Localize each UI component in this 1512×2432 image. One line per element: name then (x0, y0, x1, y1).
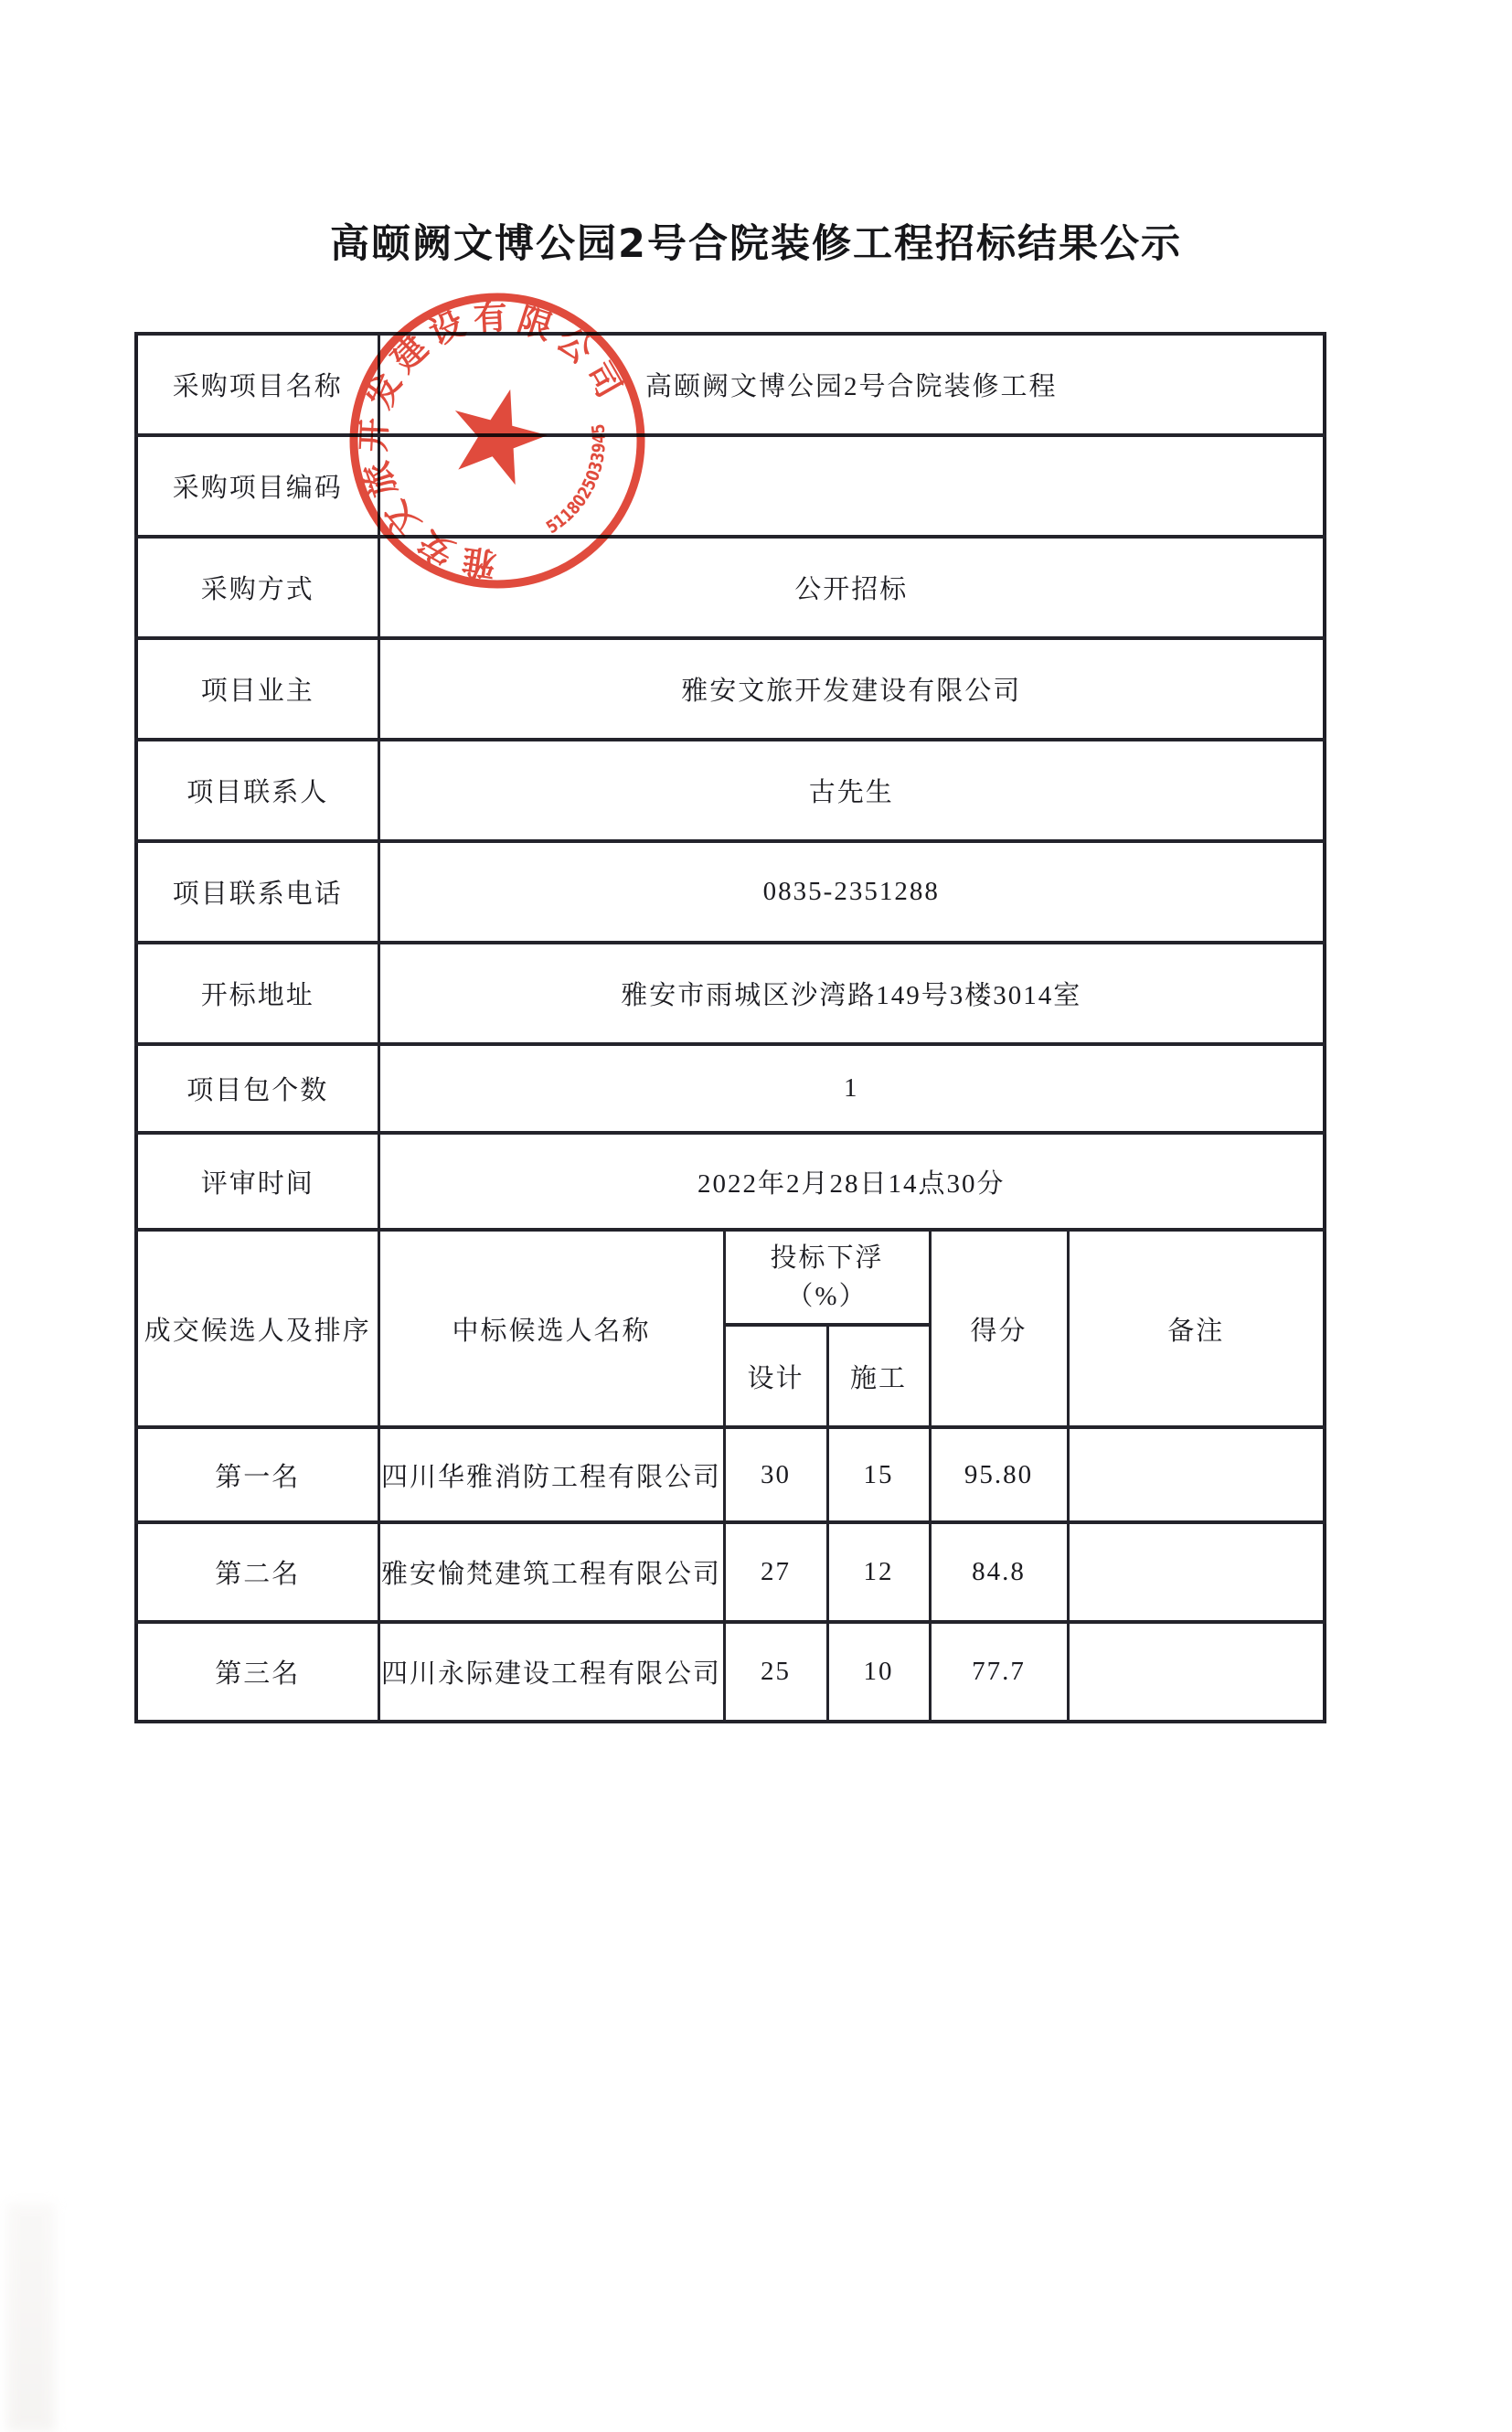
info-label: 项目联系电话 (136, 841, 378, 943)
result-design-discount: 27 (724, 1522, 827, 1622)
result-remark (1068, 1427, 1325, 1522)
result-construction-discount: 12 (827, 1522, 930, 1622)
result-candidate: 雅安愉梵建筑工程有限公司 (378, 1522, 724, 1622)
tender-result-table (134, 332, 1326, 1723)
result-construction-discount: 15 (827, 1427, 930, 1522)
result-construction-discount: 10 (827, 1622, 930, 1722)
info-label: 采购项目编码 (136, 435, 378, 537)
header-construction: 施工 (827, 1325, 930, 1427)
info-row (136, 943, 1325, 1044)
header-bid-discount-line1: 投标下浮 (770, 1243, 884, 1273)
info-value (378, 435, 1325, 537)
header-bid-discount-line2: （%） (786, 1282, 868, 1311)
info-value: 0835-2351288 (378, 841, 1325, 943)
header-score: 得分 (930, 1230, 1068, 1427)
info-row (136, 740, 1325, 841)
result-candidate: 四川华雅消防工程有限公司 (378, 1427, 724, 1522)
result-score: 84.8 (930, 1522, 1068, 1622)
info-label: 开标地址 (136, 943, 378, 1044)
info-value: 公开招标 (378, 537, 1325, 638)
result-row (136, 1622, 1325, 1722)
info-value: 古先生 (378, 740, 1325, 841)
info-label: 采购项目名称 (136, 334, 378, 435)
info-row (136, 1044, 1325, 1133)
result-rank: 第一名 (136, 1427, 378, 1522)
header-rank: 成交候选人及排序 (136, 1230, 378, 1427)
header-design: 设计 (724, 1325, 827, 1427)
result-header-row (136, 1230, 1325, 1325)
info-value: 1 (378, 1044, 1325, 1133)
info-value: 雅安文旅开发建设有限公司 (378, 638, 1325, 740)
result-design-discount: 25 (724, 1622, 827, 1722)
result-row (136, 1427, 1325, 1522)
result-remark (1068, 1622, 1325, 1722)
result-score: 95.80 (930, 1427, 1068, 1522)
info-row (136, 537, 1325, 638)
info-row (136, 638, 1325, 740)
info-label: 项目业主 (136, 638, 378, 740)
result-row (136, 1522, 1325, 1622)
info-row (136, 841, 1325, 943)
info-label: 评审时间 (136, 1133, 378, 1230)
seal-company-text: 雅安文旅开发建设有限公司 (353, 297, 630, 585)
result-rank: 第三名 (136, 1622, 378, 1722)
info-value: 2022年2月28日14点30分 (378, 1133, 1325, 1230)
result-candidate: 四川永际建设工程有限公司 (378, 1622, 724, 1722)
seal-number-text: 5118025033945 (542, 421, 610, 539)
result-rank: 第二名 (136, 1522, 378, 1622)
header-bid-discount (724, 1230, 930, 1325)
info-row (136, 435, 1325, 537)
info-label: 采购方式 (136, 537, 378, 638)
result-score: 77.7 (930, 1622, 1068, 1722)
result-design-discount: 30 (724, 1427, 827, 1522)
info-value: 高颐阙文博公园2号合院装修工程 (378, 334, 1325, 435)
info-label: 项目联系人 (136, 740, 378, 841)
info-row (136, 334, 1325, 435)
scan-artifact (7, 2203, 55, 2432)
header-candidate: 中标候选人名称 (378, 1230, 724, 1427)
result-remark (1068, 1522, 1325, 1622)
info-value: 雅安市雨城区沙湾路149号3楼3014室 (378, 943, 1325, 1044)
info-row (136, 1133, 1325, 1230)
page-title: 高颐阙文博公园2号合院装修工程招标结果公示 (330, 221, 1182, 267)
header-remark: 备注 (1068, 1230, 1325, 1427)
info-label: 项目包个数 (136, 1044, 378, 1133)
